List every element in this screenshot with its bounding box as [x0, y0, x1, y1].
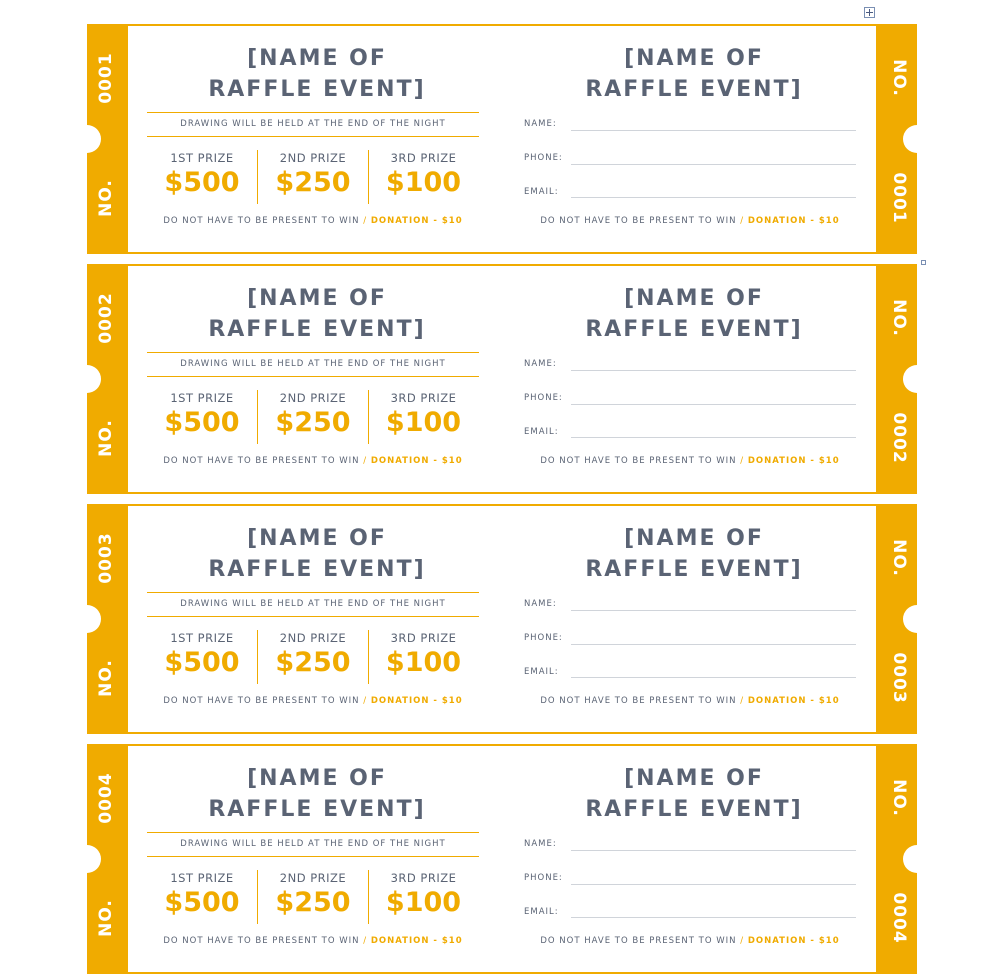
ticket-notch-left: [87, 125, 101, 153]
prize-label: 3RD PRIZE: [390, 151, 457, 165]
prize-amount: $500: [164, 407, 240, 438]
prize-second: [257, 390, 369, 444]
prize-amount: $250: [275, 887, 351, 918]
event-title-line1: [NAME OF: [247, 286, 387, 311]
footnote-text: DO NOT HAVE TO BE PRESENT TO WIN: [540, 456, 737, 466]
footnote-separator: /: [363, 696, 368, 706]
prize-first: [147, 150, 257, 204]
email-field[interactable]: [571, 677, 856, 678]
donation-amount: DONATION - $10: [747, 696, 840, 706]
ticket-number-left: 0001: [96, 52, 116, 104]
prize-second: [257, 150, 369, 204]
prize-third: [368, 390, 479, 444]
ticket-number-left: 0004: [96, 772, 116, 824]
phone-field[interactable]: [571, 644, 856, 645]
drawing-note: DRAWING WILL BE HELD AT THE END OF THE NIGHT: [147, 592, 479, 617]
donation-amount: DONATION - $10: [370, 216, 463, 226]
event-title-line1: [NAME OF: [247, 526, 387, 551]
stub-title-line1: [NAME OF: [624, 46, 764, 71]
phone-field[interactable]: [571, 164, 856, 165]
stub-title-line2: RAFFLE EVENT]: [585, 317, 803, 342]
drawing-note: DRAWING WILL BE HELD AT THE END OF THE NIGHT: [147, 832, 479, 857]
email-field[interactable]: [571, 917, 856, 918]
donation-amount: DONATION - $10: [370, 696, 463, 706]
email-field[interactable]: [571, 437, 856, 438]
footnote-separator: /: [740, 696, 745, 706]
event-title: [147, 43, 487, 105]
ticket-no-label-left: NO.: [96, 899, 116, 937]
stub-footnote: [510, 215, 870, 227]
footnote-text: DO NOT HAVE TO BE PRESENT TO WIN: [540, 696, 737, 706]
prize-amount: $100: [385, 167, 462, 198]
ticket-no-label-right: NO.: [889, 539, 909, 577]
drawing-note: DRAWING WILL BE HELD AT THE END OF THE NIGHT: [147, 352, 479, 377]
ticket-notch-right: [903, 845, 917, 873]
prize-label: 2ND PRIZE: [279, 631, 347, 645]
table-resize-handle-icon[interactable]: [921, 260, 926, 265]
ticket-no-label-left: NO.: [96, 179, 116, 217]
ticket-notch-left: [87, 845, 101, 873]
footnote-text: DO NOT HAVE TO BE PRESENT TO WIN: [163, 936, 360, 946]
prize-third: [368, 150, 479, 204]
footnote: [133, 695, 493, 707]
email-label: EMAIL:: [524, 667, 559, 677]
name-field[interactable]: [571, 370, 856, 371]
raffle-ticket: [87, 504, 917, 734]
raffle-ticket: [87, 744, 917, 974]
name-field[interactable]: [571, 850, 856, 851]
ticket-notch-left: [87, 605, 101, 633]
stub-title-line1: [NAME OF: [624, 286, 764, 311]
prize-third: [368, 630, 479, 684]
event-title-line2: RAFFLE EVENT]: [208, 797, 426, 822]
ticket-body: [128, 746, 876, 972]
prize-label: 2ND PRIZE: [279, 391, 347, 405]
drawing-note: DRAWING WILL BE HELD AT THE END OF THE NIGHT: [147, 112, 479, 137]
name-label: NAME:: [524, 599, 557, 609]
footnote-separator: /: [740, 936, 745, 946]
stub-event-title: [524, 763, 864, 825]
stub-footnote: [510, 455, 870, 467]
stub-event-title: [524, 43, 864, 105]
footnote-separator: /: [363, 936, 368, 946]
prize-label: 2ND PRIZE: [279, 151, 347, 165]
name-label: NAME:: [524, 119, 557, 129]
raffle-ticket: [87, 24, 917, 254]
phone-label: PHONE:: [524, 153, 563, 163]
stub-title-line2: RAFFLE EVENT]: [585, 77, 803, 102]
ticket-notch-right: [903, 125, 917, 153]
prize-label: 3RD PRIZE: [390, 631, 457, 645]
stub-title-line1: [NAME OF: [624, 766, 764, 791]
footnote-text: DO NOT HAVE TO BE PRESENT TO WIN: [163, 696, 360, 706]
prize-label: 1ST PRIZE: [170, 391, 234, 405]
prize-second: [257, 630, 369, 684]
prize-first: [147, 870, 257, 924]
event-title: [147, 523, 487, 585]
phone-field[interactable]: [571, 404, 856, 405]
footnote-separator: /: [363, 456, 368, 466]
ticket-body: [128, 506, 876, 732]
ticket-notch-right: [903, 605, 917, 633]
ticket-number-left: 0003: [96, 532, 116, 584]
prize-second: [257, 870, 369, 924]
prize-first: [147, 390, 257, 444]
prize-amount: $500: [164, 647, 240, 678]
stub-footnote: [510, 695, 870, 707]
footnote-separator: /: [363, 216, 368, 226]
prize-label: 3RD PRIZE: [390, 391, 457, 405]
ticket-notch-left: [87, 365, 101, 393]
footnote-text: DO NOT HAVE TO BE PRESENT TO WIN: [163, 216, 360, 226]
name-label: NAME:: [524, 839, 557, 849]
ticket-no-label-left: NO.: [96, 659, 116, 697]
stub-title-line1: [NAME OF: [624, 526, 764, 551]
stub-title-line2: RAFFLE EVENT]: [585, 797, 803, 822]
donation-amount: DONATION - $10: [747, 936, 840, 946]
event-title-line2: RAFFLE EVENT]: [208, 77, 426, 102]
phone-label: PHONE:: [524, 633, 563, 643]
prize-amount: $100: [385, 407, 462, 438]
event-title-line1: [NAME OF: [247, 46, 387, 71]
footnote-separator: /: [740, 456, 745, 466]
ticket-number-right: 0001: [889, 172, 909, 224]
ticket-number-right: 0004: [889, 892, 909, 944]
prize-label: 1ST PRIZE: [170, 871, 234, 885]
email-label: EMAIL:: [524, 187, 559, 197]
ticket-number-right: 0002: [889, 412, 909, 464]
ticket-number-right: 0003: [889, 652, 909, 704]
footnote-separator: /: [740, 216, 745, 226]
stub-footnote: [510, 935, 870, 947]
event-title-line1: [NAME OF: [247, 766, 387, 791]
event-title: [147, 763, 487, 825]
prize-amount: $500: [164, 887, 240, 918]
name-field[interactable]: [571, 130, 856, 131]
ticket-body: [128, 26, 876, 252]
stub-title-line2: RAFFLE EVENT]: [585, 557, 803, 582]
stub-event-title: [524, 523, 864, 585]
footnote: [133, 455, 493, 467]
prize-label: 3RD PRIZE: [390, 871, 457, 885]
ticket-no-label-right: NO.: [889, 779, 909, 817]
footnote-text: DO NOT HAVE TO BE PRESENT TO WIN: [163, 456, 360, 466]
prize-label: 2ND PRIZE: [279, 871, 347, 885]
table-move-handle-icon[interactable]: [864, 7, 875, 18]
event-title-line2: RAFFLE EVENT]: [208, 317, 426, 342]
donation-amount: DONATION - $10: [747, 216, 840, 226]
prize-amount: $100: [385, 647, 462, 678]
footnote-text: DO NOT HAVE TO BE PRESENT TO WIN: [540, 216, 737, 226]
prize-amount: $250: [275, 647, 351, 678]
prize-first: [147, 630, 257, 684]
footnote: [133, 935, 493, 947]
prize-amount: $250: [275, 167, 351, 198]
prize-third: [368, 870, 479, 924]
donation-amount: DONATION - $10: [370, 936, 463, 946]
prize-amount: $100: [385, 887, 462, 918]
donation-amount: DONATION - $10: [747, 456, 840, 466]
ticket-number-left: 0002: [96, 292, 116, 344]
raffle-ticket: [87, 264, 917, 494]
phone-label: PHONE:: [524, 393, 563, 403]
phone-field[interactable]: [571, 884, 856, 885]
footnote: [133, 215, 493, 227]
email-label: EMAIL:: [524, 427, 559, 437]
event-title: [147, 283, 487, 345]
ticket-no-label-right: NO.: [889, 299, 909, 337]
email-field[interactable]: [571, 197, 856, 198]
prize-amount: $500: [164, 167, 240, 198]
event-title-line2: RAFFLE EVENT]: [208, 557, 426, 582]
ticket-no-label-left: NO.: [96, 419, 116, 457]
phone-label: PHONE:: [524, 873, 563, 883]
prize-amount: $250: [275, 407, 351, 438]
name-field[interactable]: [571, 610, 856, 611]
email-label: EMAIL:: [524, 907, 559, 917]
ticket-body: [128, 266, 876, 492]
prize-label: 1ST PRIZE: [170, 151, 234, 165]
stub-event-title: [524, 283, 864, 345]
prize-label: 1ST PRIZE: [170, 631, 234, 645]
name-label: NAME:: [524, 359, 557, 369]
ticket-no-label-right: NO.: [889, 59, 909, 97]
ticket-notch-right: [903, 365, 917, 393]
footnote-text: DO NOT HAVE TO BE PRESENT TO WIN: [540, 936, 737, 946]
donation-amount: DONATION - $10: [370, 456, 463, 466]
